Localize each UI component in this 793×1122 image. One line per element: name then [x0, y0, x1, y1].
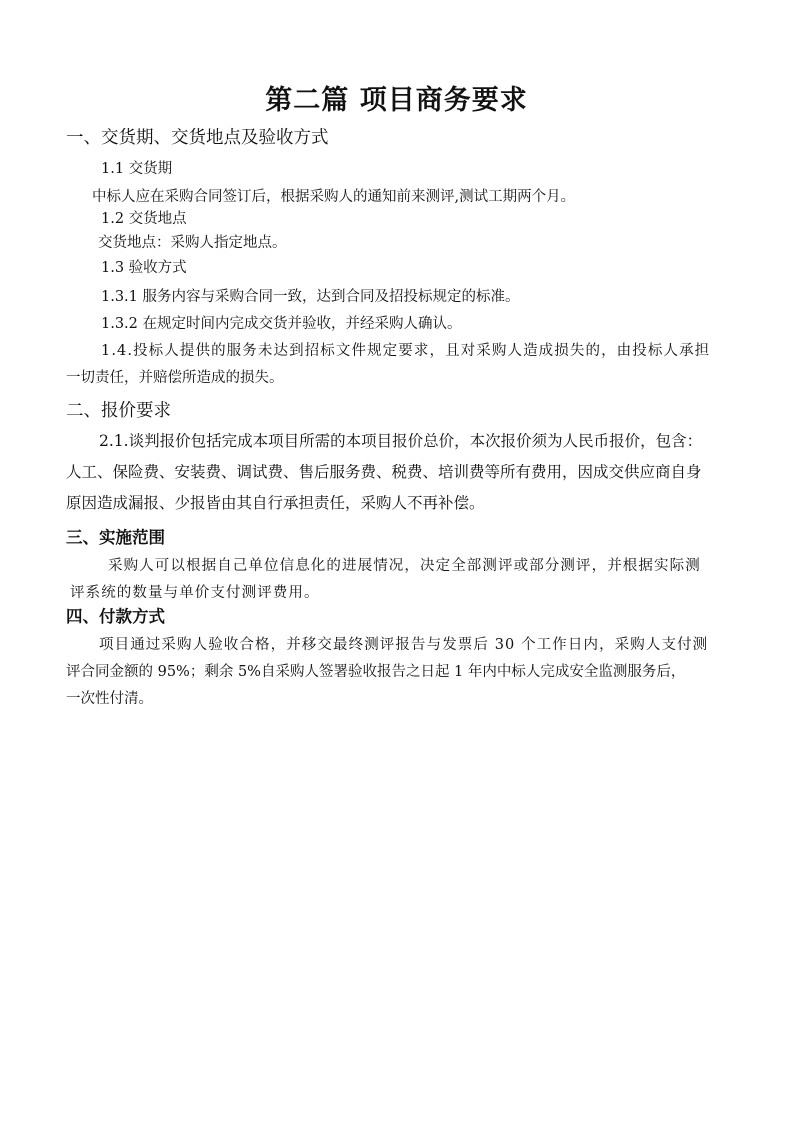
paragraph-4-line1: 项目通过采购人验收合格，并移交最终测评报告与发票后 30 个工作日内，采购人支付测: [99, 637, 709, 653]
paragraph-2-1-line1: 2.1.谈判报价包括完成本项目所需的本项目报价总价，本次报价须为人民币报价，包含：: [99, 432, 703, 450]
page-title: 第二篇 项目商务要求: [265, 85, 528, 116]
section-1-heading: 一、交货期、交货地点及验收方式: [66, 128, 329, 148]
paragraph-2-1-line3: 原因造成漏报、少报皆由其自行承担责任，采购人不再补偿。: [66, 494, 485, 512]
paragraph-1-2: 交货地点：采购人指定地点。: [98, 235, 287, 251]
section-2-heading: 二、报价要求: [66, 401, 171, 421]
paragraph-1-3-2: 1.3.2 在规定时间内完成交货并验收，并经采购人确认。: [101, 316, 462, 332]
subheading-1-3: 1.3 验收方式: [101, 260, 187, 276]
paragraph-4-line2: 评合同金额的 95%；剩余 5%自采购人签署验收报告之日起 1 年内中标人完成安全监测服务后，: [66, 664, 686, 680]
paragraph-1-4-line1: 1.4.投标人提供的服务未达到招标文件规定要求，且对采购人造成损失的，由投标人承担: [101, 343, 711, 359]
paragraph-1-1: 中标人应在采购合同签订后，根据采购人的通知前来测评,测试工期两个月。: [92, 189, 576, 205]
paragraph-4-line3: 一次性付清。: [66, 691, 153, 707]
paragraph-3-line1: 采购人可以根据自己单位信息化的进展情况，决定全部测评或部分测评，并根据实际测: [108, 558, 701, 574]
section-4-heading: 四、付款方式: [66, 607, 165, 626]
section-3-heading: 三、实施范围: [66, 528, 165, 547]
paragraph-2-1-line2: 人工、保险费、安装费、调试费、售后服务费、税费、培训费等所有费用，因成交供应商自身: [66, 463, 702, 481]
paragraph-1-3-1: 1.3.1 服务内容与采购合同一致，达到合同及招投标规定的标准。: [101, 289, 520, 305]
subheading-1-2: 1.2 交货地点: [101, 211, 187, 227]
paragraph-1-4-line2: 一切责任，并赔偿所造成的损失。: [66, 370, 284, 386]
paragraph-3-line2: 评系统的数量与单价支付测评费用。: [70, 585, 320, 601]
subheading-1-1: 1.1 交货期: [101, 161, 173, 177]
